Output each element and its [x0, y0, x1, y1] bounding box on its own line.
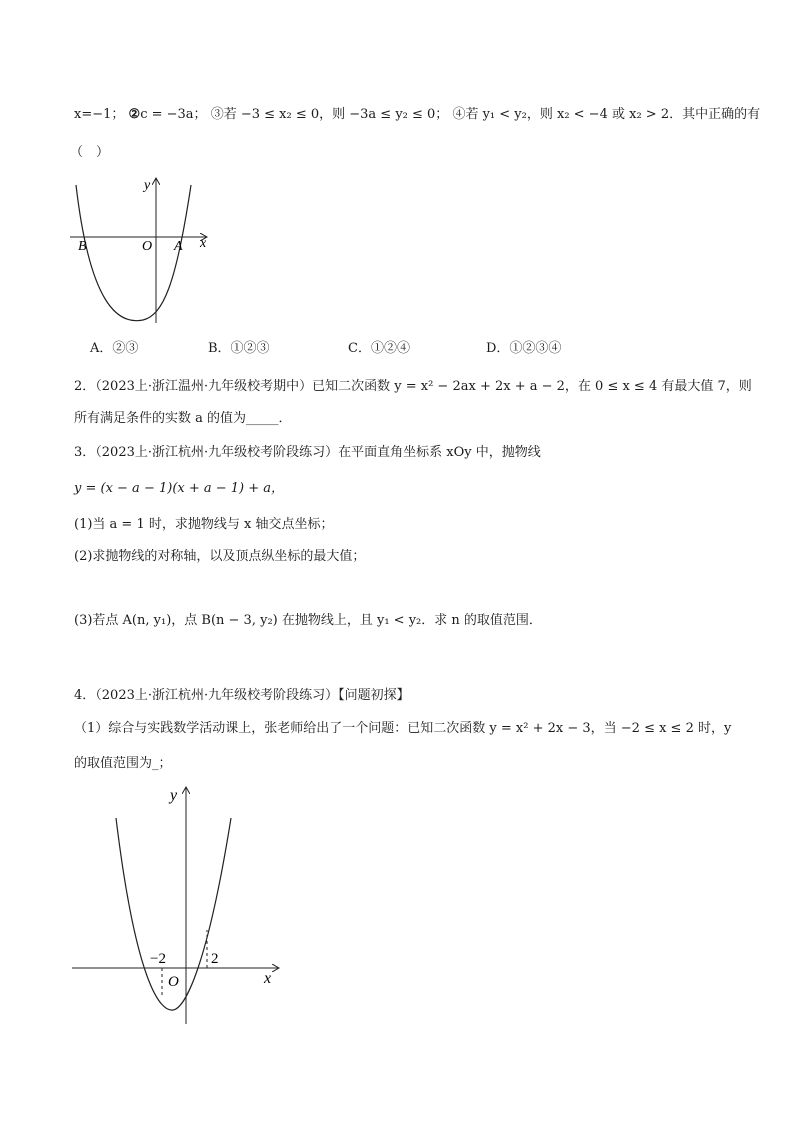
q1-option-a[interactable]: A．②③: [90, 341, 139, 356]
q1-label-y: y: [144, 178, 151, 193]
q1-cond-1: x=−1；: [74, 107, 125, 122]
q1-cond-2: c = −3a；: [140, 107, 207, 122]
q1-cond-2-marker: ②: [128, 107, 141, 122]
q4-parabola-graph: [68, 782, 288, 1027]
q1-label-b: B: [78, 239, 87, 254]
q1-option-b[interactable]: B．①②③: [208, 341, 270, 356]
q4-text-line2: （1）综合与实践数学活动课上，张老师给出了一个问题：已知二次函数 y = x² + 2x − 3，当 −2 ≤ x ≤ 2 时，y: [74, 721, 732, 736]
q1-label-x: x: [200, 236, 207, 251]
q4-label-o: O: [168, 974, 179, 990]
q3-text-line1: 3．（2023上·浙江杭州·九年级校考阶段练习）在平面直角坐标系 xOy 中，抛物线: [74, 445, 541, 460]
q4-text-line3: 的取值范围为_；: [74, 756, 172, 771]
q1-label-a: A: [174, 239, 183, 254]
q1-parabola-graph: [68, 175, 218, 325]
q1-label-o: O: [142, 239, 153, 254]
q1-conditions-line: [74, 105, 760, 125]
q3-part-3: (3)若点 A(n, y₁)，点 B(n − 3, y₂) 在抛物线上，且 y₁ < y₂．求 n 的取值范围．: [74, 613, 542, 628]
q3-part-2: (2)求抛物线的对称轴，以及顶点纵坐标的最大值；: [74, 549, 366, 564]
q4-label-neg2: −2: [150, 951, 166, 967]
q2-text-line2: 所有满足条件的实数 a 的值为_____．: [74, 411, 292, 426]
q1-cond-3: ③若 −3 ≤ x₂ ≤ 0，则 −3a ≤ y₂ ≤ 0；: [210, 107, 449, 122]
q3-formula: y = (x − a − 1)(x + a − 1) + a，: [74, 481, 285, 496]
q2-text-line1: 2．（2023上·浙江温州·九年级校考期中）已知二次函数 y = x² − 2ax + 2x + a − 2，在 0 ≤ x ≤ 4 有最大值 7，则: [74, 379, 752, 394]
q1-option-d[interactable]: D．①②③④: [486, 341, 562, 356]
q1-cond-4: ④若 y₁ < y₂，则 x₂ < −4 或 x₂ > 2．其中正确的有: [452, 107, 761, 122]
q1-option-c[interactable]: C．①②④: [348, 341, 410, 356]
q4-label-y: y: [170, 787, 178, 804]
q1-answer-paren: （ ）: [70, 145, 110, 160]
q4-text-line1: 4．（2023上·浙江杭州·九年级校考阶段练习）【问题初探】: [74, 688, 410, 703]
q4-label-x: x: [264, 970, 272, 987]
q4-label-pos2: 2: [211, 951, 219, 967]
q3-part-1: (1)当 a = 1 时，求抛物线与 x 轴交点坐标；: [74, 517, 334, 532]
